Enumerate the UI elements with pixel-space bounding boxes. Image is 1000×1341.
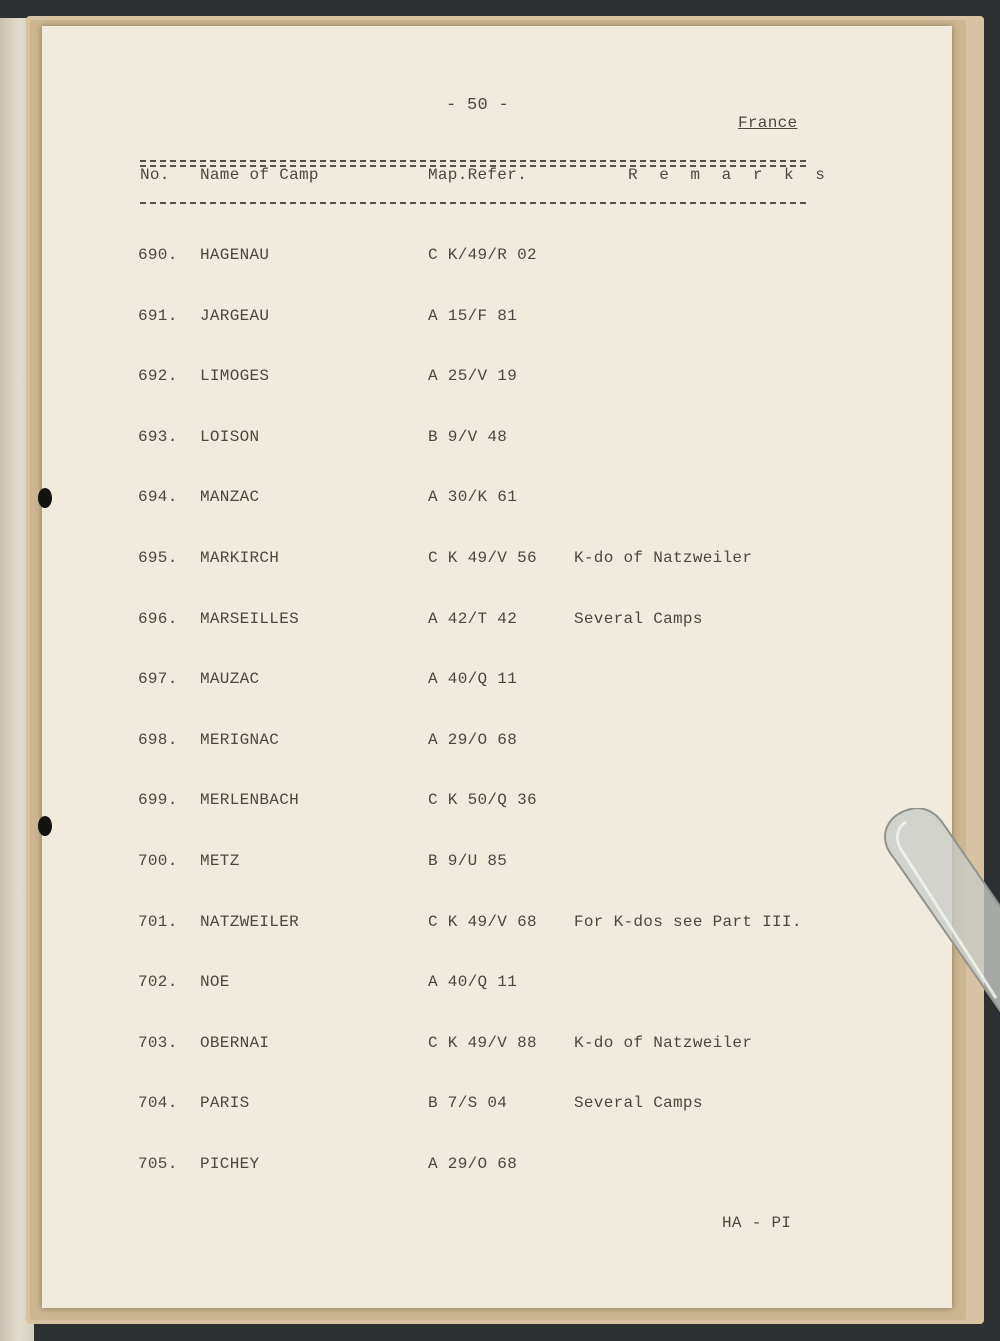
map-reference: A 40/Q 11 [428, 973, 518, 992]
entry-number: 690. [138, 246, 178, 264]
camp-name: NATZWEILER [200, 912, 300, 931]
entry-number: 703. [138, 1033, 178, 1052]
camp-entry [42, 973, 952, 997]
entry-number: 696. [138, 609, 178, 628]
map-reference: A 42/T 42 [428, 609, 518, 628]
camp-name: PICHEY [200, 1155, 260, 1173]
camp-entry [42, 428, 952, 452]
camp-name: METZ [200, 852, 240, 870]
entry-number: 697. [138, 670, 178, 689]
map-reference: A 15/F 81 [428, 306, 518, 325]
camp-name: OBERNAI [200, 1033, 270, 1052]
entry-number: 691. [138, 306, 178, 325]
map-reference: B 9/V 48 [428, 427, 508, 446]
column-header-no: No. [140, 166, 170, 184]
entry-number: 705. [138, 1155, 178, 1173]
map-reference: A 40/Q 11 [428, 670, 518, 689]
map-reference: C K/49/R 02 [428, 246, 537, 264]
camp-name: LIMOGES [200, 367, 270, 386]
remarks: For K-dos see Part III. [574, 912, 802, 931]
entry-number: 692. [138, 367, 178, 386]
remarks: Several Camps [574, 1094, 703, 1113]
camp-name: JARGEAU [200, 306, 270, 325]
document-page [42, 26, 952, 1308]
camp-entry [42, 731, 952, 755]
punch-hole [38, 816, 52, 836]
camp-entry [42, 488, 952, 512]
entry-number: 695. [138, 549, 178, 567]
map-reference: A 30/K 61 [428, 488, 518, 507]
camp-entry [42, 246, 952, 270]
entry-number: 693. [138, 427, 178, 446]
map-reference: B 9/U 85 [428, 852, 508, 870]
entry-number: 698. [138, 730, 178, 749]
map-reference: C K 49/V 68 [428, 912, 537, 931]
remarks: K-do of Natzweiler [574, 1033, 753, 1052]
camp-entry [42, 1155, 952, 1179]
header-rule-bottom [140, 202, 806, 204]
column-header-remarks: R e m a r k s [628, 166, 831, 184]
camp-name: MERIGNAC [200, 730, 280, 749]
page-number: - 50 - [446, 96, 510, 115]
camp-entry [42, 367, 952, 391]
camp-name: HAGENAU [200, 246, 270, 264]
entry-number: 699. [138, 791, 178, 810]
entry-number: 700. [138, 852, 178, 870]
camp-name: LOISON [200, 427, 260, 446]
remarks: Several Camps [574, 609, 703, 628]
country-heading: France [738, 114, 798, 132]
camp-name: NOE [200, 973, 230, 992]
camp-entry [42, 791, 952, 815]
camp-entry [42, 549, 952, 573]
camp-entry [42, 913, 952, 937]
column-header-map: Map.Refer. [428, 166, 528, 184]
map-reference: C K 49/V 56 [428, 549, 537, 567]
camp-entry [42, 852, 952, 876]
header-rule-top [140, 160, 806, 162]
column-header-name: Name of Camp [200, 166, 319, 184]
map-reference: C K 49/V 88 [428, 1033, 537, 1052]
camp-entry [42, 307, 952, 331]
footer-code: HA - PI [722, 1214, 792, 1232]
camp-name: PARIS [200, 1094, 250, 1113]
entry-number: 694. [138, 488, 178, 507]
camp-name: MAUZAC [200, 670, 260, 689]
camp-entry [42, 1034, 952, 1058]
map-reference: C K 50/Q 36 [428, 791, 537, 810]
remarks: K-do of Natzweiler [574, 549, 753, 567]
map-reference: A 29/O 68 [428, 730, 518, 749]
camp-name: MERLENBACH [200, 791, 300, 810]
map-reference: B 7/S 04 [428, 1094, 508, 1113]
entry-number: 702. [138, 973, 178, 992]
camp-entry [42, 670, 952, 694]
entry-number: 704. [138, 1094, 178, 1113]
camp-name: MARSEILLES [200, 609, 300, 628]
camp-entry [42, 1094, 952, 1118]
entry-number: 701. [138, 912, 178, 931]
camp-name: MARKIRCH [200, 549, 280, 567]
map-reference: A 25/V 19 [428, 367, 518, 386]
map-reference: A 29/O 68 [428, 1155, 518, 1173]
camp-name: MANZAC [200, 488, 260, 507]
camp-entry [42, 610, 952, 634]
